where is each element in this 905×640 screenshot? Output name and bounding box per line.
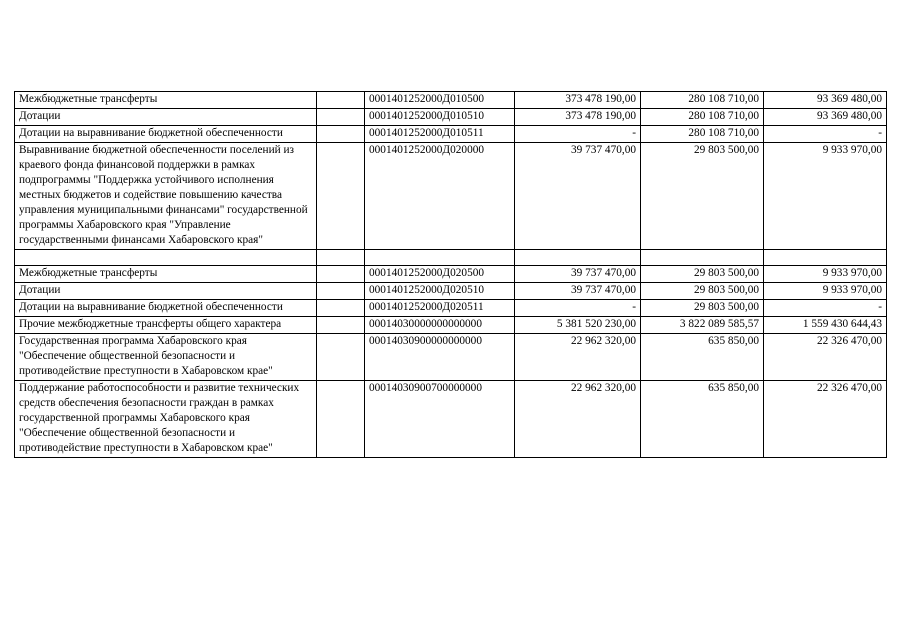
row-value-2: 280 108 710,00 [641, 126, 764, 143]
table-row [15, 381, 887, 458]
spacer-cell [641, 250, 764, 266]
row-name: Межбюджетные трансферты [15, 92, 317, 109]
row-empty-cell [317, 266, 365, 283]
row-value-3: 93 369 480,00 [764, 92, 887, 109]
row-value-3: 9 933 970,00 [764, 143, 887, 250]
budget-table [14, 91, 887, 458]
row-code: 00014030000000000000 [365, 317, 515, 334]
row-code: 0001401252000Д020511 [365, 300, 515, 317]
row-name: Дотации на выравнивание бюджетной обеспеченности [15, 126, 317, 143]
row-code: 00014030900700000000 [365, 381, 515, 458]
row-value-3: 1 559 430 644,43 [764, 317, 887, 334]
row-value-3: - [764, 126, 887, 143]
row-empty-cell [317, 317, 365, 334]
row-value-3: 9 933 970,00 [764, 283, 887, 300]
row-value-1: - [515, 300, 641, 317]
row-empty-cell [317, 126, 365, 143]
table-row [15, 143, 887, 250]
row-value-3: 9 933 970,00 [764, 266, 887, 283]
row-value-2: 29 803 500,00 [641, 300, 764, 317]
row-value-1: 373 478 190,00 [515, 109, 641, 126]
table-row [15, 334, 887, 381]
row-code: 0001401252000Д020510 [365, 283, 515, 300]
row-empty-cell [317, 381, 365, 458]
table-row [15, 283, 887, 300]
row-value-3: - [764, 300, 887, 317]
table-row [15, 109, 887, 126]
row-value-2: 29 803 500,00 [641, 143, 764, 250]
row-empty-cell [317, 283, 365, 300]
table-row [15, 317, 887, 334]
row-empty-cell [317, 143, 365, 250]
row-code: 0001401252000Д020500 [365, 266, 515, 283]
row-name: Дотации [15, 283, 317, 300]
row-name: Государственная программа Хабаровского края "Обеспечение общественной безопасности и противодействие преступности в Хабаровском крае" [15, 334, 317, 381]
table-row [15, 300, 887, 317]
row-value-2: 635 850,00 [641, 334, 764, 381]
row-name: Межбюджетные трансферты [15, 266, 317, 283]
row-value-2: 280 108 710,00 [641, 92, 764, 109]
row-value-1: 39 737 470,00 [515, 143, 641, 250]
row-code: 0001401252000Д010511 [365, 126, 515, 143]
spacer-cell [764, 250, 887, 266]
table-row [15, 126, 887, 143]
row-value-3: 93 369 480,00 [764, 109, 887, 126]
row-value-1: 22 962 320,00 [515, 334, 641, 381]
row-value-1: 39 737 470,00 [515, 283, 641, 300]
row-value-2: 3 822 089 585,57 [641, 317, 764, 334]
row-code: 0001401252000Д020000 [365, 143, 515, 250]
row-value-2: 635 850,00 [641, 381, 764, 458]
row-value-2: 29 803 500,00 [641, 266, 764, 283]
budget-report-page [14, 91, 886, 458]
row-empty-cell [317, 92, 365, 109]
row-empty-cell [317, 300, 365, 317]
row-code: 0001401252000Д010510 [365, 109, 515, 126]
table-row [15, 266, 887, 283]
row-name: Дотации [15, 109, 317, 126]
row-name: Поддержание работоспособности и развитие технических средств обеспечения безопасности граждан в рамках государственной программы Хабаровского края "Обеспечение общественной безопасности и противодействие преступности в Хабаровском крае" [15, 381, 317, 458]
row-value-2: 280 108 710,00 [641, 109, 764, 126]
table-row [15, 92, 887, 109]
spacer-cell [15, 250, 317, 266]
row-empty-cell [317, 109, 365, 126]
row-value-1: 39 737 470,00 [515, 266, 641, 283]
row-value-1: 5 381 520 230,00 [515, 317, 641, 334]
spacer-cell [317, 250, 365, 266]
table-row-spacer [15, 250, 887, 266]
row-code: 0001401252000Д010500 [365, 92, 515, 109]
row-value-1: - [515, 126, 641, 143]
row-code: 00014030900000000000 [365, 334, 515, 381]
row-value-3: 22 326 470,00 [764, 381, 887, 458]
spacer-cell [365, 250, 515, 266]
row-value-2: 29 803 500,00 [641, 283, 764, 300]
row-value-1: 373 478 190,00 [515, 92, 641, 109]
row-name: Дотации на выравнивание бюджетной обеспеченности [15, 300, 317, 317]
row-value-1: 22 962 320,00 [515, 381, 641, 458]
row-empty-cell [317, 334, 365, 381]
spacer-cell [515, 250, 641, 266]
row-value-3: 22 326 470,00 [764, 334, 887, 381]
row-name: Прочие межбюджетные трансферты общего характера [15, 317, 317, 334]
row-name: Выравнивание бюджетной обеспеченности поселений из краевого фонда финансовой поддержки в рамках подпрограммы "Поддержка устойчивого исполнения местных бюджетов и содействие повышению качества управления муниципальными финансами" государственной программы Хабаровского края "Управление государственными финансами Хабаровского края" [15, 143, 317, 250]
